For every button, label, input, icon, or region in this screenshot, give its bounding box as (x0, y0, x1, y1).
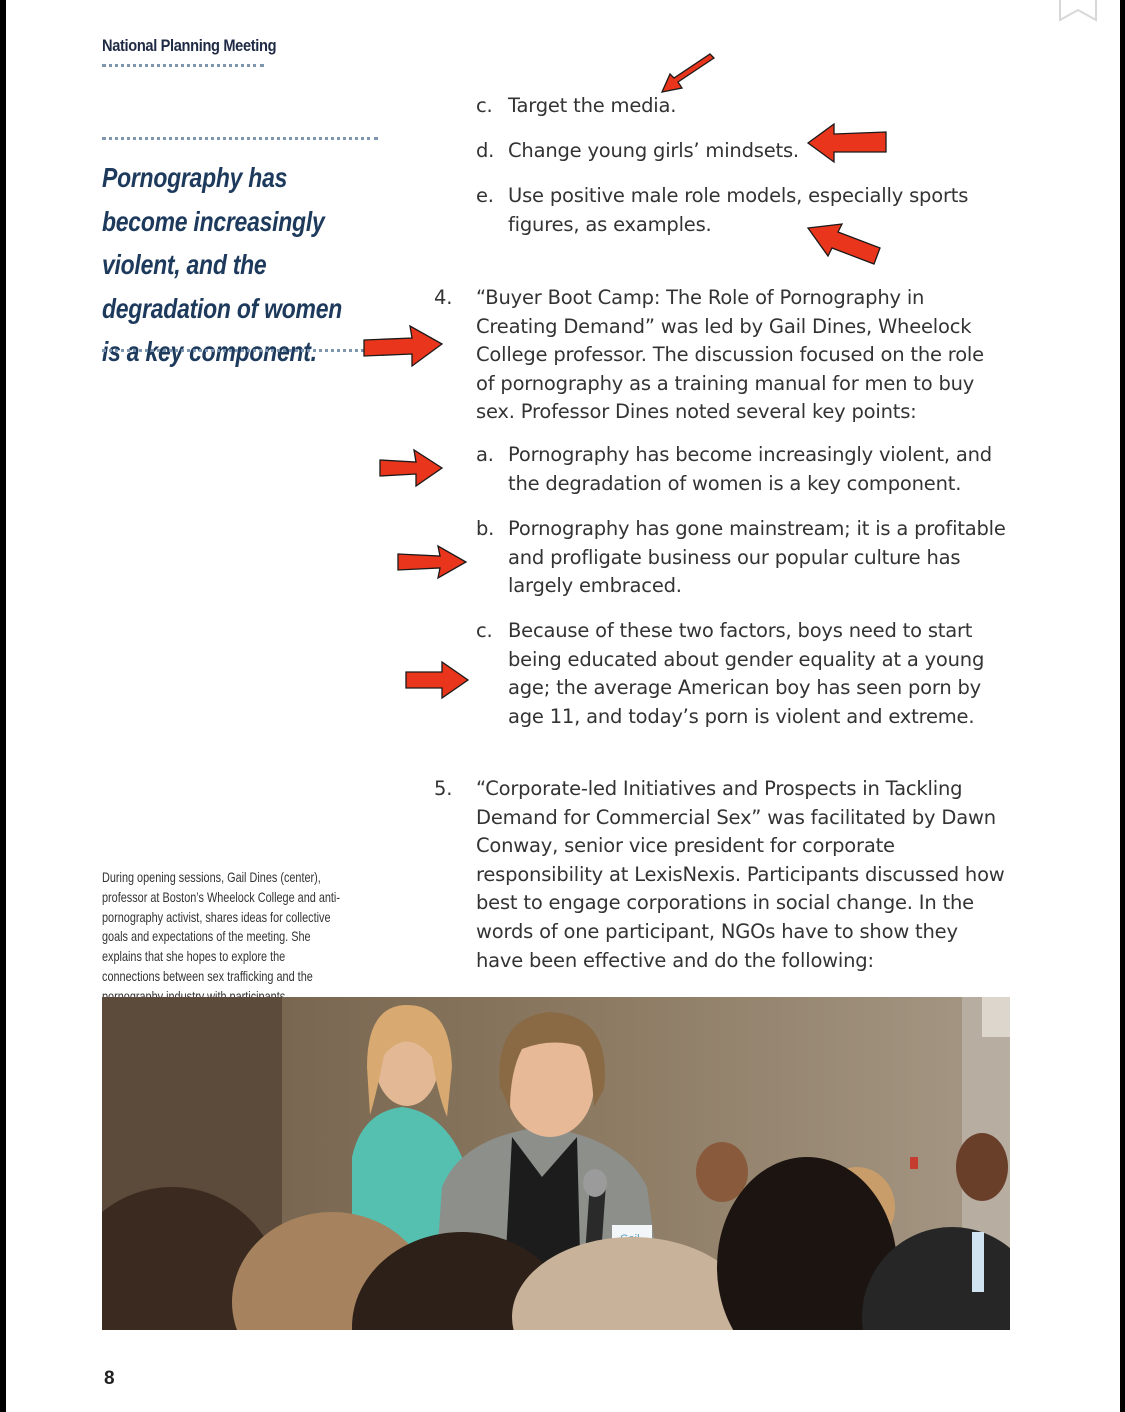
list-marker: a. (476, 443, 494, 466)
list-marker: b. (476, 517, 495, 540)
pull-quote-top-divider (102, 137, 378, 140)
meeting-photo-illustration (102, 997, 1010, 1330)
list-item-role-models: Use positive male role models, especially sports figures, as examples. (508, 184, 969, 236)
pull-quote-bottom-divider (102, 349, 378, 352)
list-item-target-media: Target the media. (508, 94, 677, 117)
list-marker: 5. (434, 777, 453, 800)
list-item-buyer-boot-camp: “Buyer Boot Camp: The Role of Pornography in Creating Demand” was led by Gail Dines, Wheelock College professor. The discussion focused on the role of pornography as a training manual for men to buy sex. Professor Dines noted several key points: (476, 286, 984, 424)
red-arrow-icon (658, 52, 718, 96)
list-item-change-mindsets: Change young girls’ mindsets. (508, 139, 799, 162)
list-item-mainstream: Pornography has gone mainstream; it is a profitable and profligate business our popular culture has largely embraced. (508, 517, 1006, 598)
header-divider (102, 64, 264, 67)
document-page (6, 0, 1120, 1412)
list-marker: c. (476, 94, 493, 117)
running-header: National Planning Meeting (102, 36, 277, 55)
list-item-educate-boys: Because of these two factors, boys need to start being educated about gender equality at a young age; the average American boy has seen porn by age 11, and today’s porn is violent and extreme. (508, 619, 985, 728)
list-item-corporate-initiatives: “Corporate-led Initiatives and Prospects in Tackling Demand for Commercial Sex” was facilitated by Dawn Conway, senior vice president for corporate responsibility at LexisNexis. Participants discussed how best to engage corporations in social change. In the words of one participant, NGOs have to show they have been effective and do the following: (476, 777, 1005, 972)
list-marker: e. (476, 184, 494, 207)
red-arrow-icon (360, 322, 446, 372)
red-arrow-icon (804, 122, 890, 164)
red-arrow-icon (402, 660, 472, 700)
list-marker: 4. (434, 286, 453, 309)
photo-caption: During opening sessions, Gail Dines (center), professor at Boston’s Wheelock College and anti-pornography activist, shares ideas for collective goals and expectations of the meeting. She explains that she hopes to explore the connections between sex trafficking and the (102, 870, 340, 984)
red-arrow-icon (376, 446, 446, 490)
pull-quote: Pornography has become increasingly violent, and the degradation of women is a key component. (102, 162, 343, 367)
list-marker: c. (476, 619, 493, 642)
meeting-photo (102, 997, 1010, 1330)
list-item-violent: Pornography has become increasingly violent, and the degradation of women is a key component. (508, 443, 992, 495)
list-marker: d. (476, 139, 495, 162)
red-arrow-icon (804, 220, 884, 266)
bookmark-icon[interactable] (1058, 0, 1098, 22)
red-arrow-icon (394, 542, 470, 582)
page-number: 8 (104, 1368, 115, 1389)
